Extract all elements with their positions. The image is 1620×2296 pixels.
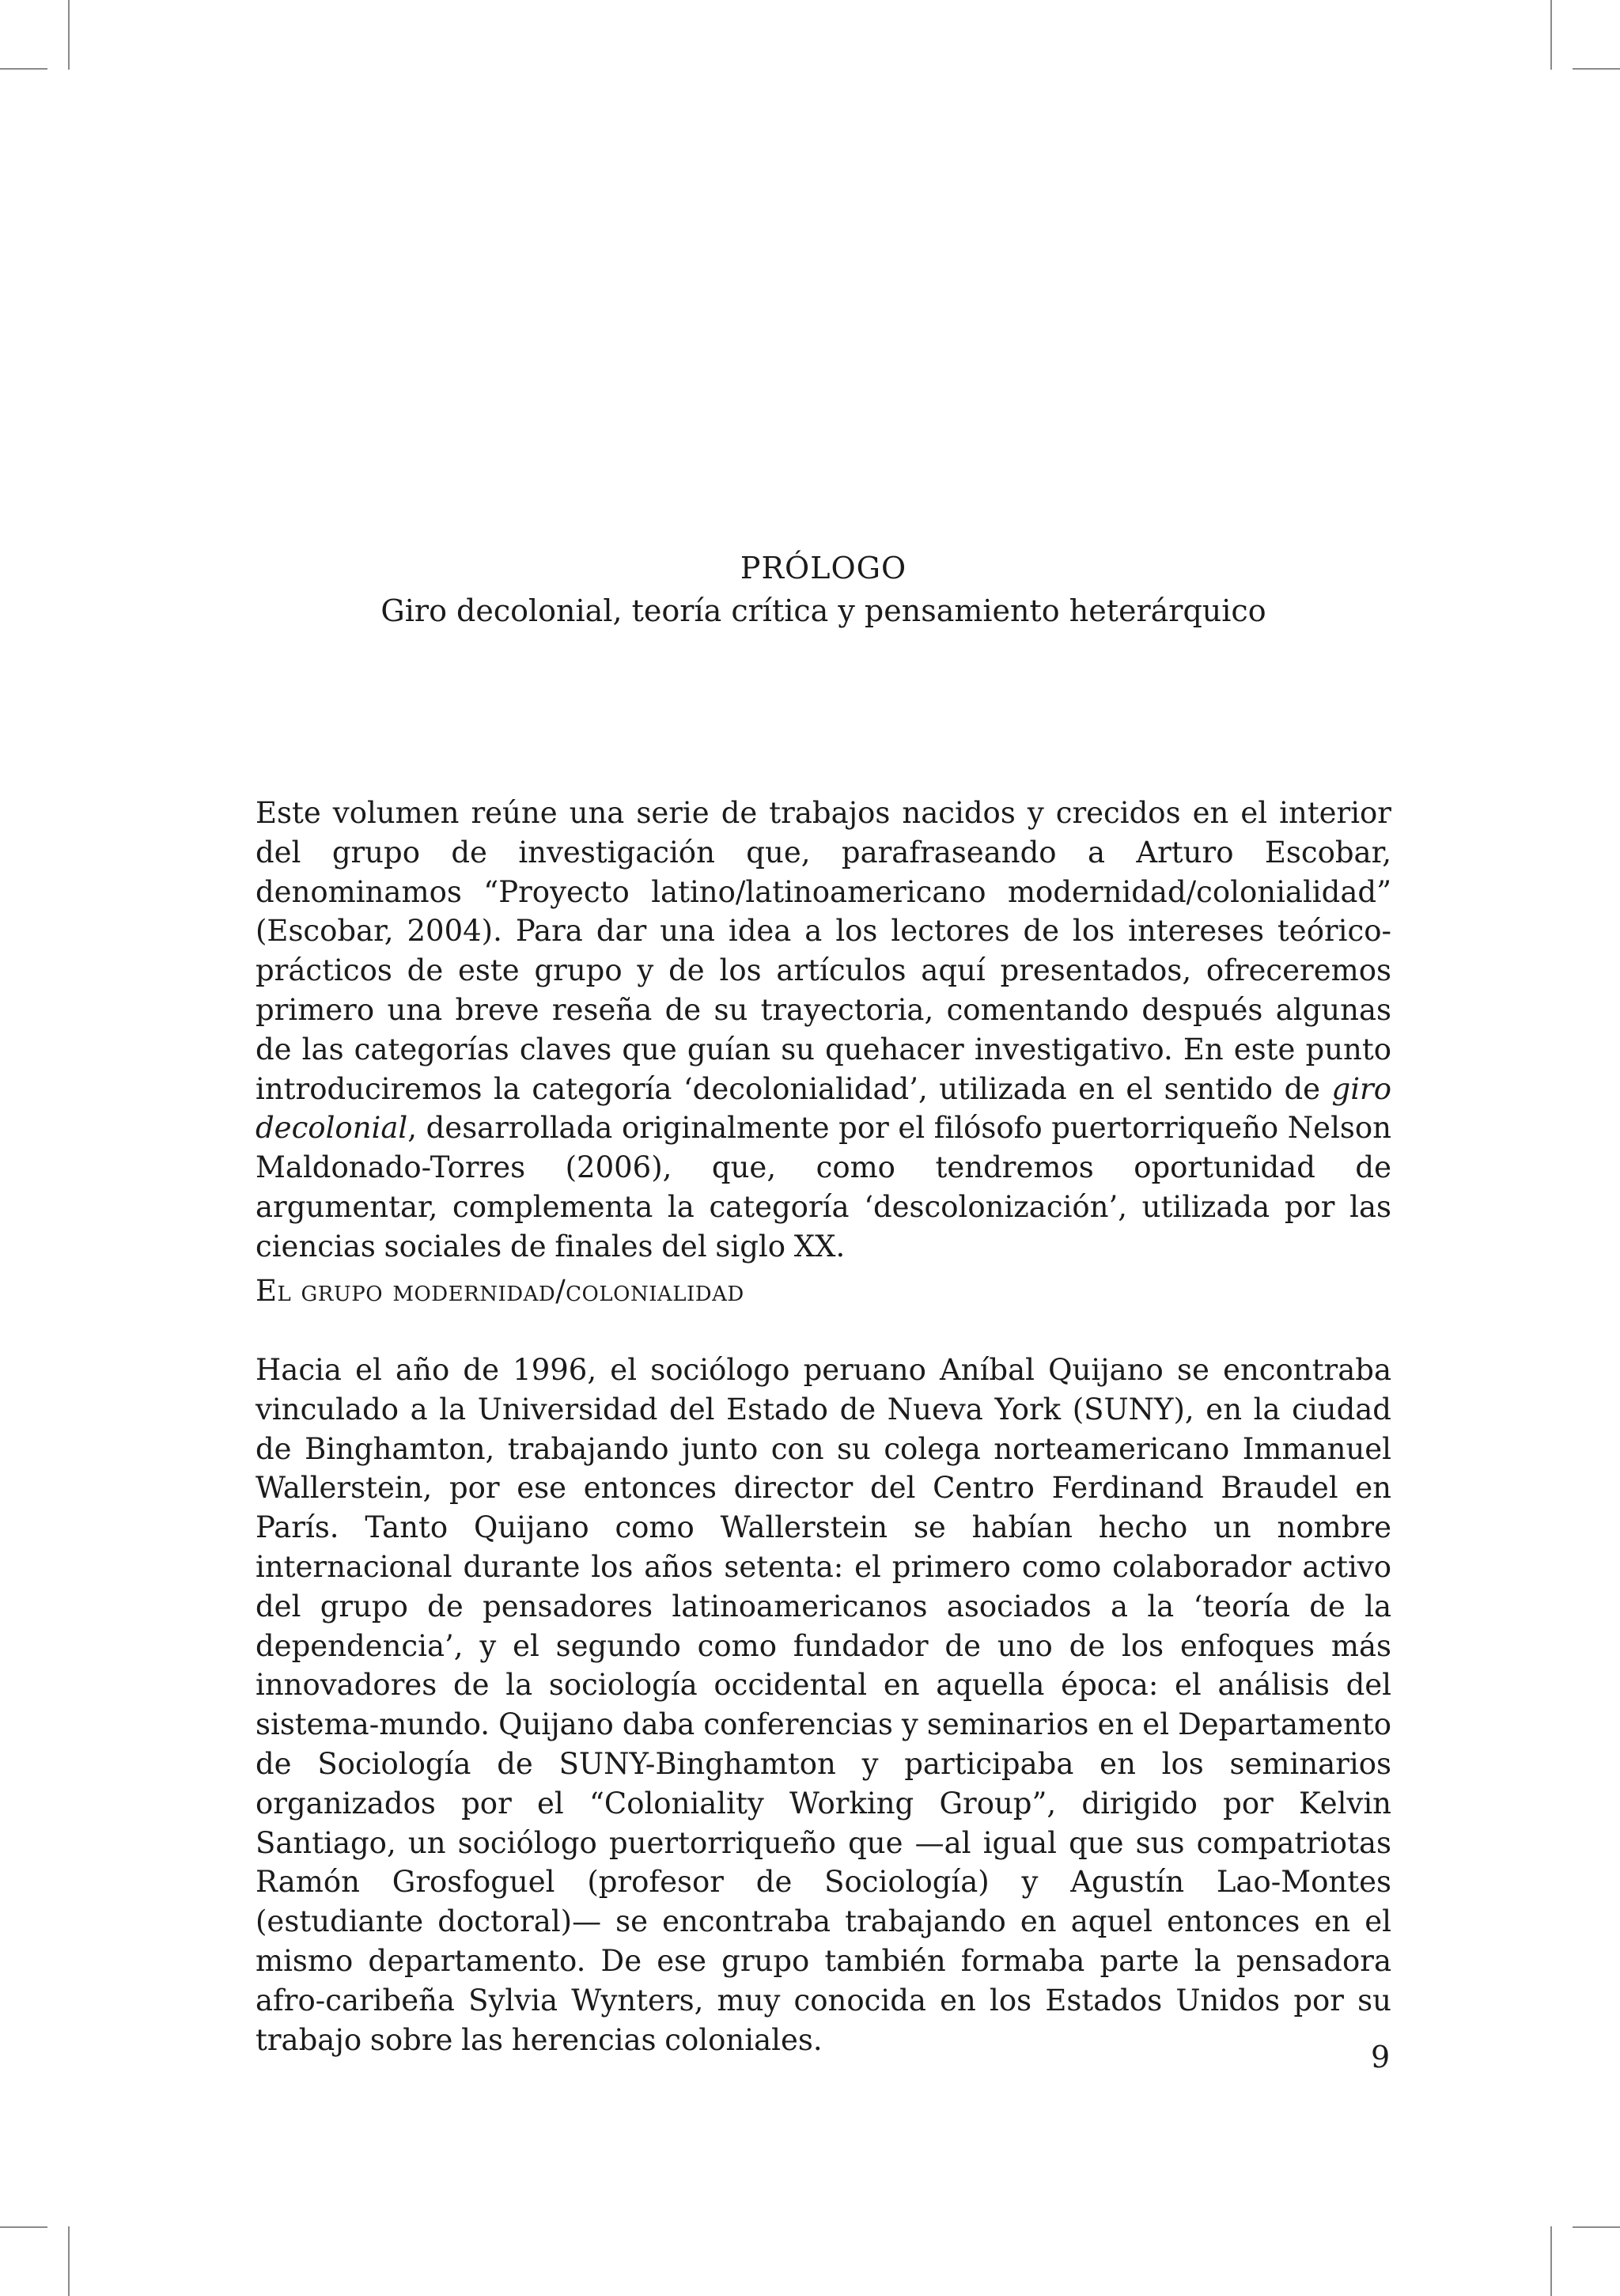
intro-paragraph-block: [255, 794, 1391, 1267]
body-paragraph: Hacia el año de 1996, el sociólogo peruano Aníbal Quijano se encontraba vinculado a la Universidad del Estado de Nueva York (SUNY), en la ciudad de Binghamton, trabajando junto con su colega norteamericano Immanuel Wallerstein, por ese entonces director del Centro Ferdinand Braudel en París. Tanto Quijano como Wallerstein se habían hecho un nombre internacional durante los años setenta: el primero como colaborador activo del grupo de pensadores latinoamericanos asociados a la ‘teoría de la dependencia’, y el segundo como fundador de uno de los enfoques más innovadores de la sociología occidental en aquella época: el análisis del sistema-mundo. Quijano daba conferencias y seminarios en el Departamento de Sociología de SUNY-Binghamton y participaba en los seminarios organizados por el “Coloniality Working Group”, dirigido por Kelvin Santiago, un sociólogo puertorriqueño que —al igual que sus compatriotas Ramón Grosfoguel (profesor de Sociología) y Agustín Lao-Montes (estudiante doctoral)— se encontraba trabajando en aquel entonces en el mismo departamento. De ese grupo también formaba parte la pensadora afro-caribeña Sylvia Wynters, muy conocida en los Estados Unidos por su trabajo sobre las herencias coloniales.: [255, 1353, 1391, 2057]
crop-mark-top-right-vertical: [1550, 0, 1552, 70]
section-heading: El grupo modernidad/colonialidad: [255, 1274, 744, 1308]
intro-emphasis: giro decolonial: [255, 1071, 1391, 1146]
crop-mark-top-left-vertical: [68, 0, 70, 70]
crop-mark-top-right-horizontal: [1573, 68, 1620, 70]
crop-mark-top-left-horizontal: [0, 68, 47, 70]
intro-paragraph: [255, 794, 1391, 1267]
body-paragraph-block: [255, 1351, 1391, 2059]
crop-mark-bottom-right-vertical: [1550, 2226, 1552, 2296]
intro-text-after: , desarrollada originalmente por el filósofo puertorriqueño Nelson Maldonado-Torres (2006), que, como tendremos oportunidad de argumentar, complementa la categoría ‘descolonización’, utilizada por las ciencias sociales de finales del siglo XX.: [255, 1111, 1391, 1264]
crop-mark-bottom-right-horizontal: [1573, 2226, 1620, 2228]
chapter-subtitle: Giro decolonial, teoría crítica y pensamiento heterárquico: [380, 593, 1266, 628]
chapter-title: PRÓLOGO: [740, 551, 907, 585]
page-number: 9: [1371, 2040, 1391, 2074]
crop-mark-bottom-left-horizontal: [0, 2226, 47, 2228]
intro-text-before: Este volumen reúne una serie de trabajos nacidos y crecidos en el interior del grupo de investigación que, parafraseando a Arturo Escobar, denominamos “Proyecto latino/latinoamericano modernidad/colonialidad” (Escobar, 2004). Para dar una idea a los lectores de los intereses teórico-prácticos de este grupo y de los artículos aquí presentados, ofreceremos primero una breve reseña de su trayectoria, comentando después algunas de las categorías claves que guían su quehacer investigativo. En este punto introduciremos la categoría ‘decolonialidad’, utilizada en el sentido de: [255, 796, 1391, 1106]
crop-mark-bottom-left-vertical: [68, 2226, 70, 2296]
